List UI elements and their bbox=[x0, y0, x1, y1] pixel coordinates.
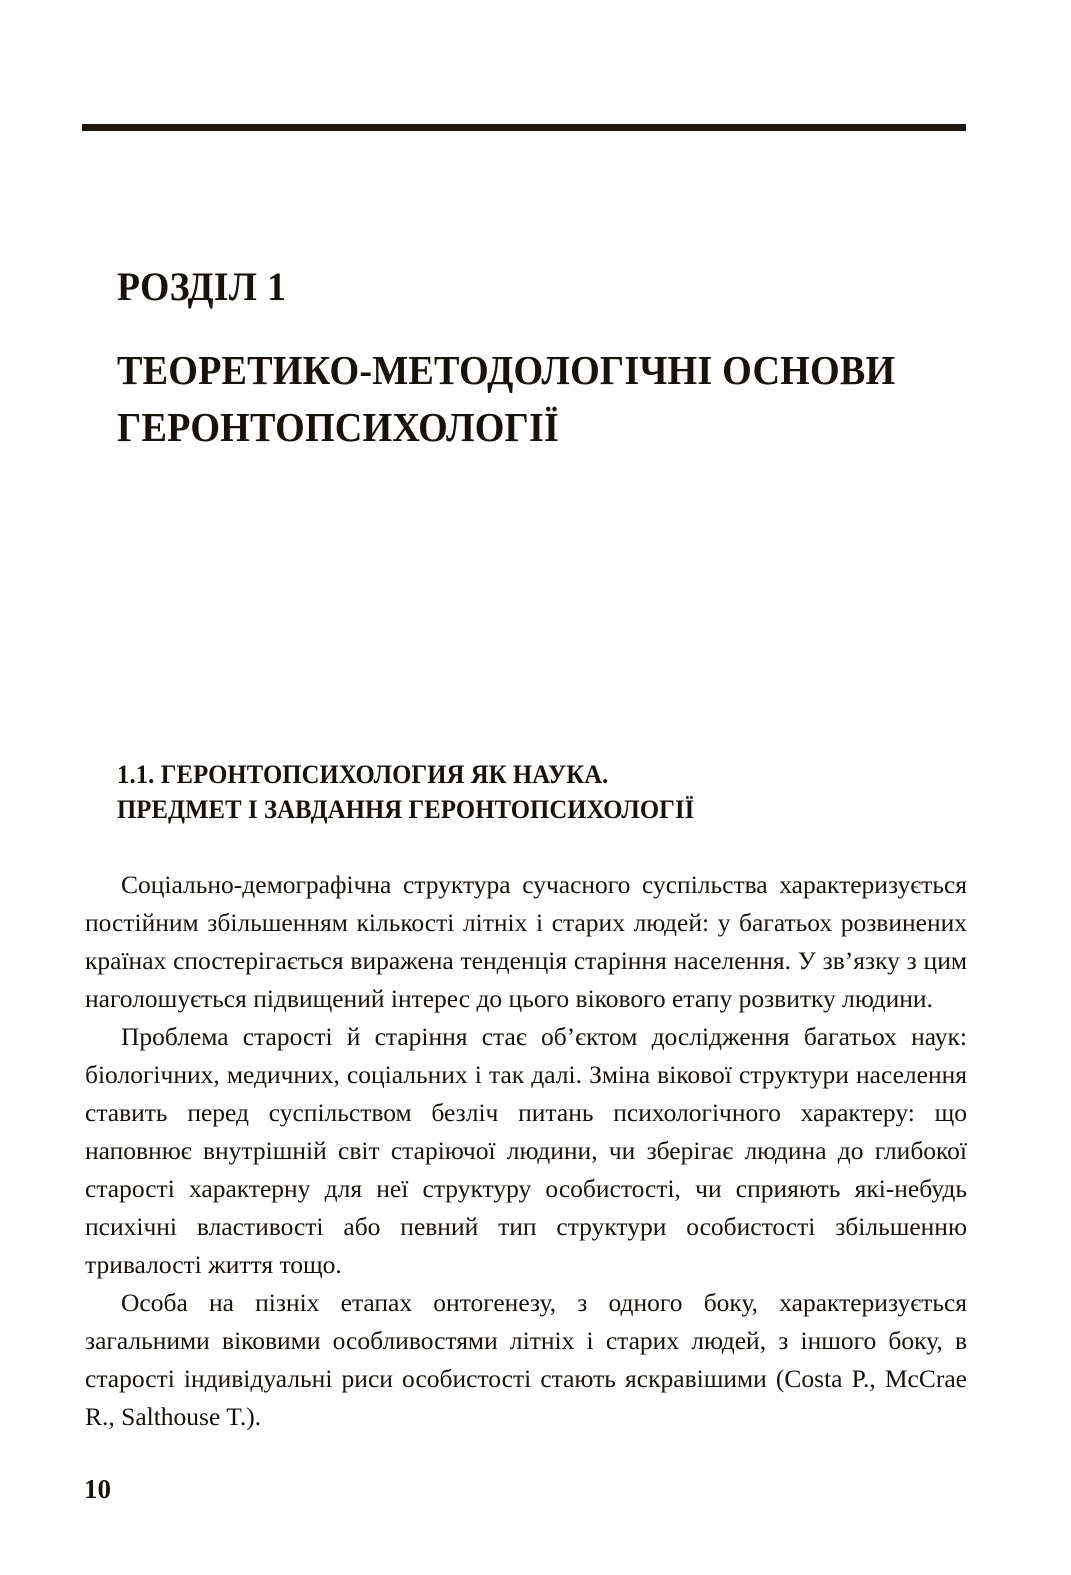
paragraph-3: Особа на пізніх етапах онтогенезу, з одного боку, характеризується загальними віковими особливостями літніх і старих людей, з іншого боку, в старості індивідуальні риси особистості стають яскравішими (Costa P., McCrae R., Salthouse T.). bbox=[85, 1288, 967, 1431]
page-number: 10 bbox=[84, 1474, 111, 1504]
section-heading bbox=[117, 757, 953, 827]
header-rule bbox=[82, 124, 966, 131]
paragraph-1: Соціально-демографічна структура сучасного суспільства характеризується постійним збільшенням кількості літніх і старих людей: у багатьох розвинених країнах спостерігається виражена тенденція старіння населення. У зв’язку з цим наголошується підвищений інтерес до цього вікового етапу розвитку людини. bbox=[85, 870, 967, 1013]
chapter-number: РОЗДІЛ 1 bbox=[117, 264, 287, 309]
section-heading-line-1: 1.1. ГЕРОНТОПСИХОЛОГИЯ ЯК НАУКА. bbox=[117, 760, 609, 789]
paragraph-2: Проблема старості й старіння стає об’єктом дослідження багатьох наук: біологічних, медичних, соціальних і так далі. Зміна вікової структури населення ставить перед суспільством безліч питань психологічного характеру: що наповнює внутрішній світ старіючої людини, чи зберігає людина до глибокої старості характерну для неї структуру особистості, чи сприяють які-небудь психічні властивості або певний тип структури особистості збільшенню тривалості життя тощо. bbox=[85, 1022, 967, 1279]
chapter-heading-block bbox=[117, 262, 977, 456]
chapter-title: ТЕОРЕТИКО-МЕТОДОЛОГІЧНІ ОСНОВИ ГЕРОНТОПСИХОЛОГІЇ bbox=[117, 347, 896, 450]
section-heading-line-2: ПРЕДМЕТ І ЗАВДАННЯ ГЕРОНТОПСИХОЛОГІЇ bbox=[117, 795, 695, 824]
body-text bbox=[85, 866, 967, 1436]
